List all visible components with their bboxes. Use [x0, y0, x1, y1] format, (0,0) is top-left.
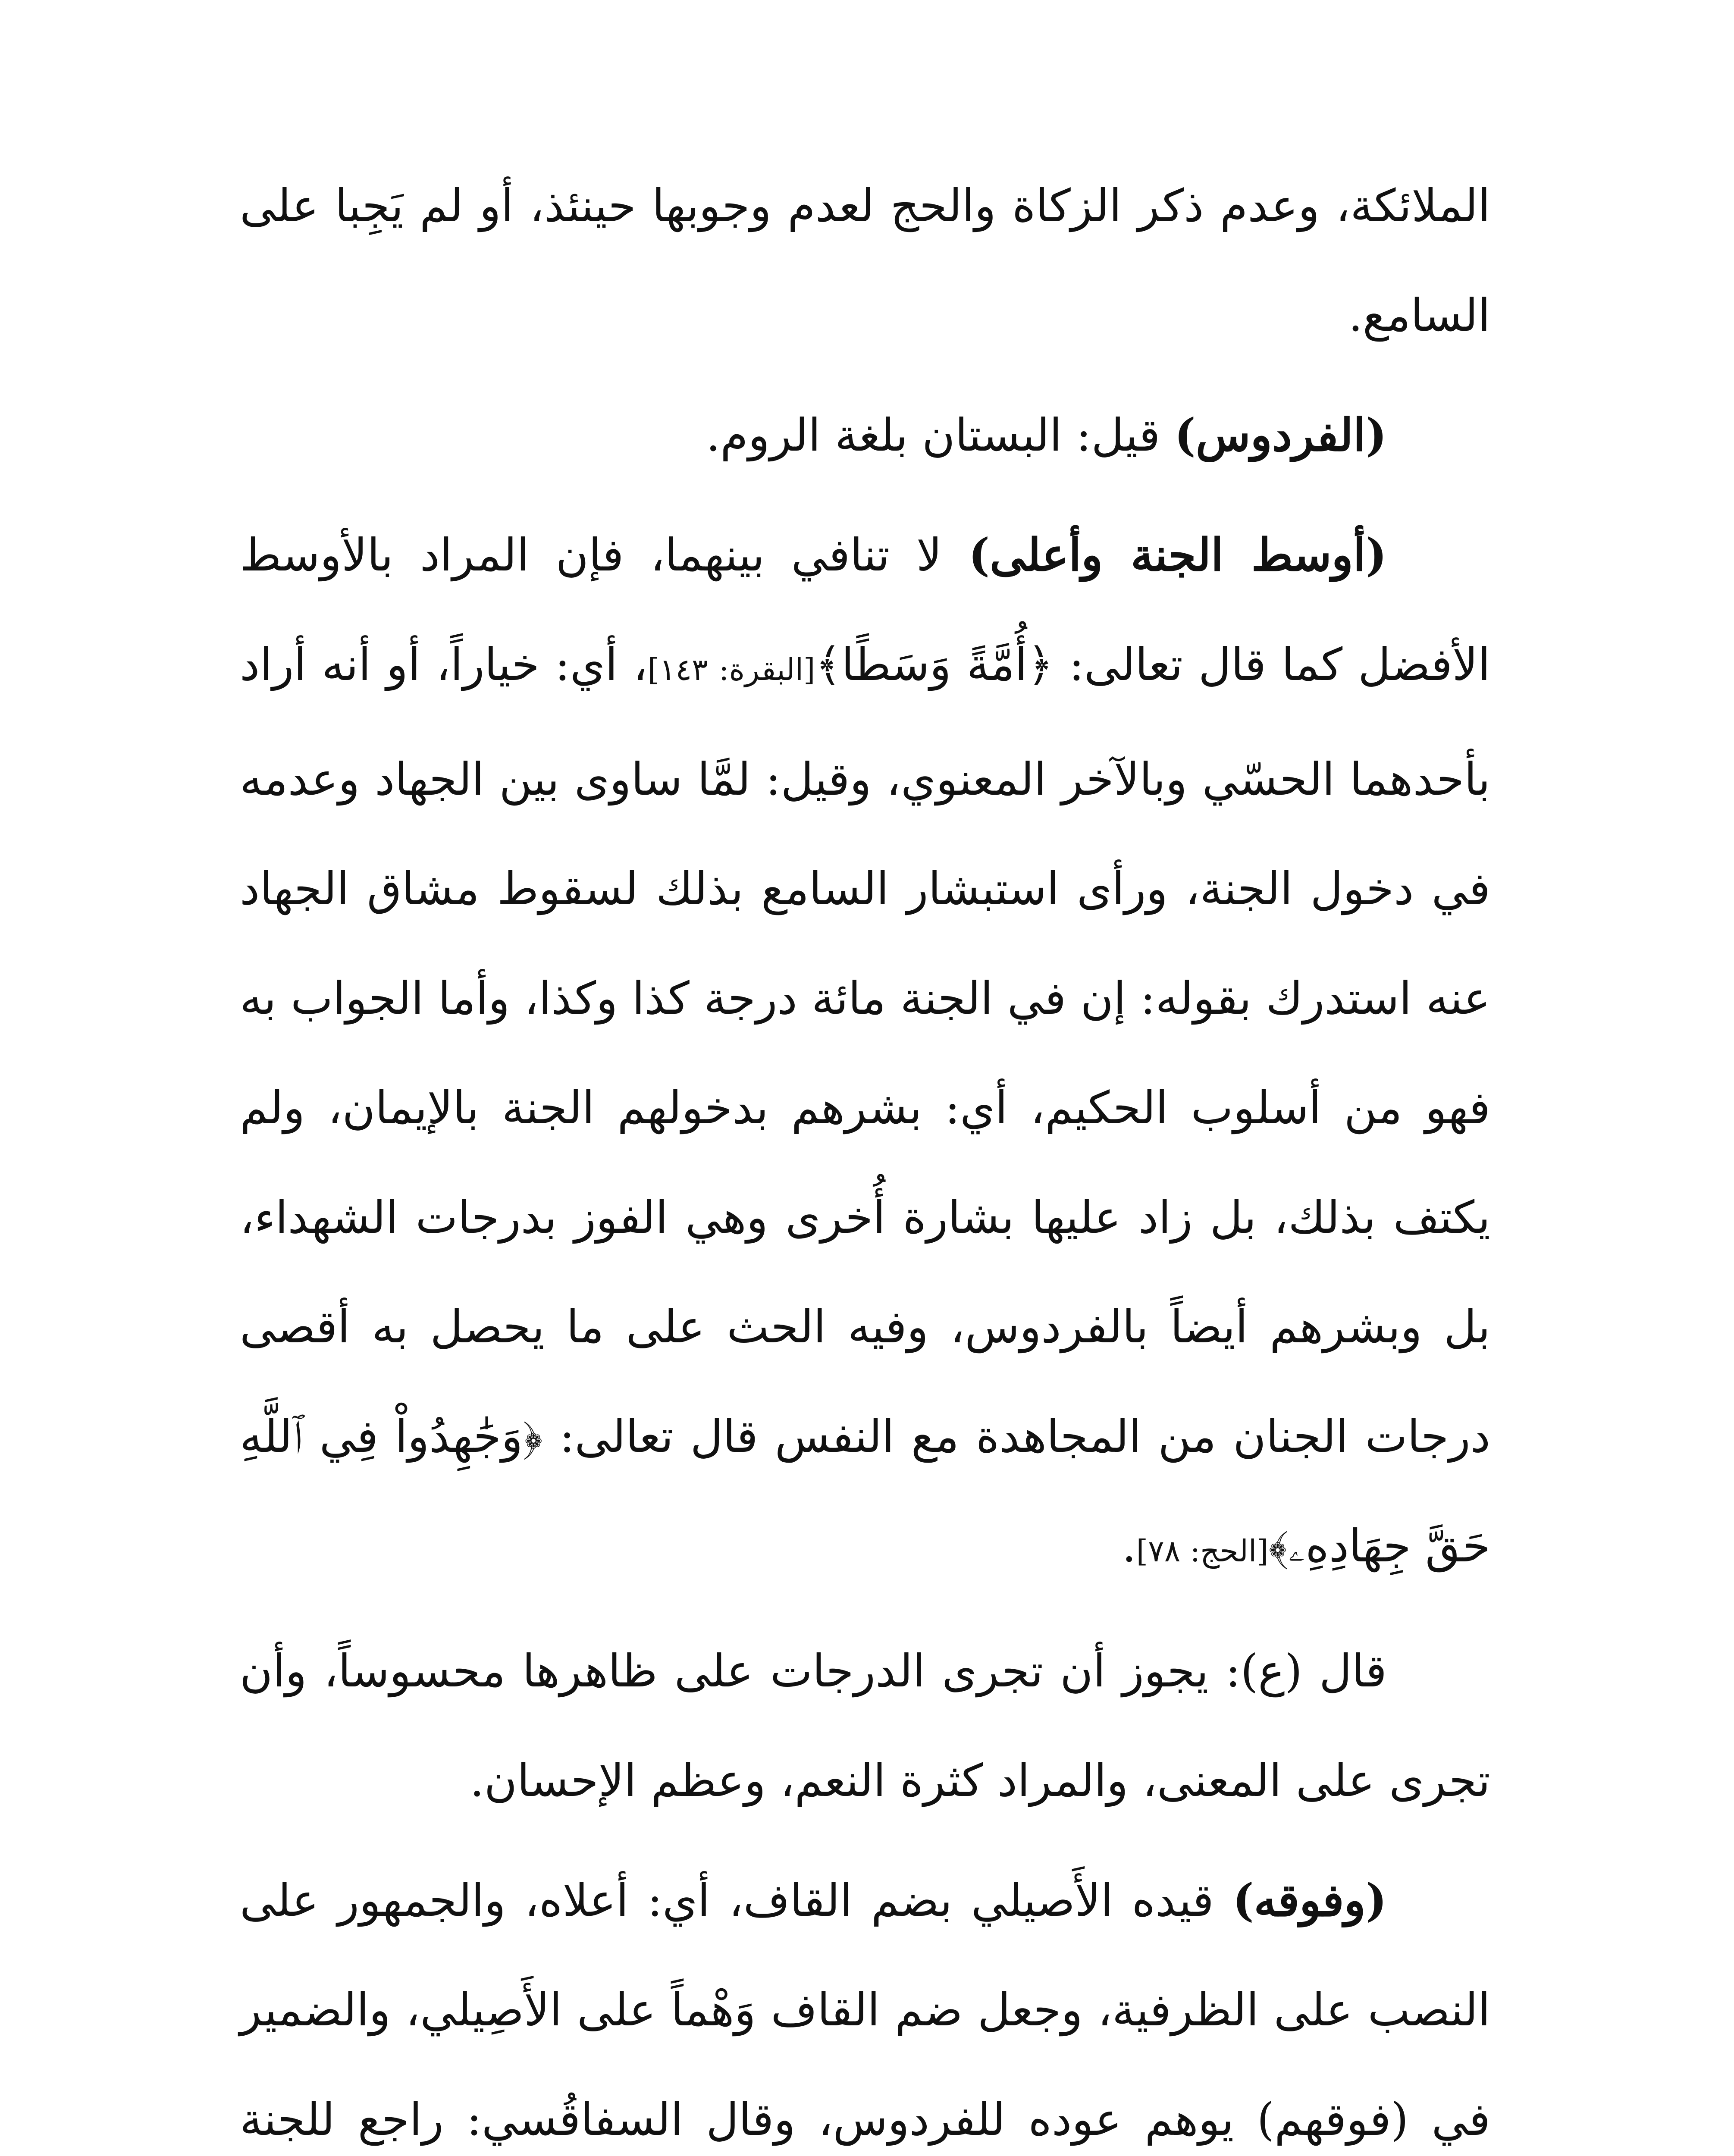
paragraph-2-text: قيل: البستان بلغة الروم. [706, 409, 1175, 461]
paragraph-3 [240, 500, 1490, 1606]
paragraph-1-text: الملائكة، وعدم ذكر الزكاة والحج لعدم وجوبها حينئذ، أو لم يَجِبا على السامع. [240, 179, 1490, 342]
paragraph-5 [240, 1846, 1490, 2156]
term-heading-fawqahu: (وفوقه) [1232, 1874, 1387, 1927]
paragraph-4 [240, 1616, 1490, 1835]
paragraph-2 [240, 380, 1490, 490]
term-heading-awsat: (أوسط الجنة وأعلى) [968, 528, 1387, 581]
quran-reference-2: [الحج: ٧٨] [1136, 1533, 1269, 1569]
paragraph-5-text: قيده الأَصيلي بضم القاف، أي: أعلاه، والجمهور على النصب على الظرفية، وجعل ضم القاف وَهْماً على الأَصِيلي، والضمير في (فوقهم) يوهم عوده للفردوس، وقال السفاقُسي: راجع للجنة [240, 1874, 1490, 2146]
quran-reference-1: [البقرة: ١٤٣] [647, 652, 815, 687]
term-heading-firdaws: (الفردوس) [1174, 408, 1387, 461]
quran-quote-1: ﴿أُمَّةً وَسَطًا﴾ [815, 638, 1054, 691]
paragraph-4-text: قال (ع): يجوز أن تجرى الدرجات على ظاهرها محسوساً، وأن تجرى على المعنى، والمراد كثرة النعم، وعظم الإحسان. [240, 1645, 1490, 1807]
paragraph-3-text-1: لا تنافي بينهما، فإن المراد بالأوسط الأفضل كما قال تعالى: [240, 529, 1490, 691]
paragraph-1 [240, 151, 1490, 370]
main-text [240, 151, 1490, 2156]
quran-quote-2: ﴿وَجَٰهِدُواْ فِي ٱللَّهِ حَقَّ جِهَادِهِۦ﴾ [240, 1410, 1490, 1572]
paragraph-3-text-2: ، أي: خياراً، أو أنه أراد بأحدهما الحسّي وبالآخر المعنوي، وقيل: لمَّا ساوى بين الجهاد وعدمه في دخول الجنة، ورأى استبشار السامع بذلك لسقوط مشاق الجهاد عنه استدرك بقوله: إن في الجنة مائة درجة كذا وكذا، وأما الجواب به فهو من أسلوب الحكيم، أي: بشرهم بدخولهم الجنة بالإيمان، ولم يكتف بذلك، بل زاد عليها بشارة أُخرى وهي الفوز بدرجات الشهداء، بل وبشرهم أيضاً بالفردوس، وفيه الحث على ما يحصل به أقصى درجات الجنان من المجاهدة مع النفس قال تعالى: [240, 638, 1491, 1463]
paragraph-3-text-3: . [1122, 1520, 1136, 1572]
